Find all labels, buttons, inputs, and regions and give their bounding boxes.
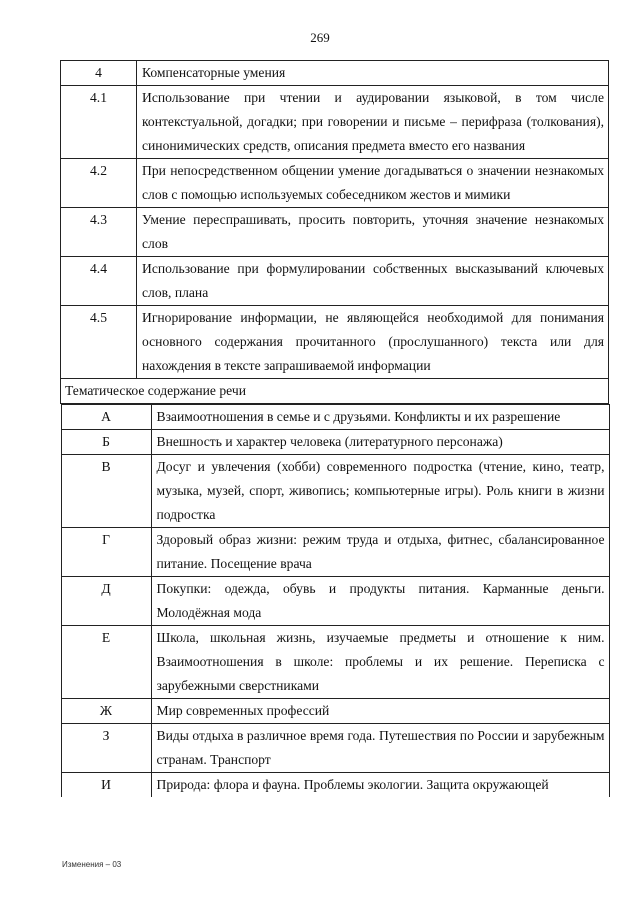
table-row <box>61 61 609 86</box>
row-letter: Ж <box>61 699 151 724</box>
row-text: При непосредственном общении умение догадываться о значении незнакомых слов с помощью используемых собеседником жестов и мимики <box>137 159 609 208</box>
row-letter: И <box>61 773 151 798</box>
table-row <box>61 577 609 626</box>
table-row <box>61 430 609 455</box>
row-letter: А <box>61 405 151 430</box>
row-letter: Б <box>61 430 151 455</box>
row-letter: Г <box>61 528 151 577</box>
row-number: 4.3 <box>61 208 137 257</box>
row-number: 4.1 <box>61 86 137 159</box>
row-letter: Д <box>61 577 151 626</box>
table-row <box>61 306 609 379</box>
row-text: Использование при формулировании собственных высказываний ключевых слов, плана <box>137 257 609 306</box>
row-text: Компенсаторные умения <box>137 61 609 86</box>
content-table <box>60 60 609 797</box>
row-text: Здоровый образ жизни: режим труда и отдыха, фитнес, сбалансированное питание. Посещение врача <box>151 528 609 577</box>
row-text: Мир современных профессий <box>151 699 609 724</box>
row-number: 4.5 <box>61 306 137 379</box>
topics-table <box>61 404 610 797</box>
sub-table-row <box>61 404 609 798</box>
row-text: Школа, школьная жизнь, изучаемые предметы и отношение к ним. Взаимоотношения в школе: проблемы и их решение. Переписка с зарубежными сверстниками <box>151 626 609 699</box>
row-text: Игнорирование информации, не являющейся необходимой для понимания основного содержания прочитанного (прослушанного) текста или для нахождения в тексте запрашиваемой информации <box>137 306 609 379</box>
row-text: Виды отдыха в различное время года. Путешествия по России и зарубежным странам. Транспорт <box>151 724 609 773</box>
row-text: Умение переспрашивать, просить повторить, уточняя значение незнакомых слов <box>137 208 609 257</box>
table-row <box>61 455 609 528</box>
row-text: Использование при чтении и аудировании языковой, в том числе контекстуальной, догадки; при говорении и письме – перифраза (толкования), синонимических средств, описания предмета вместо его названия <box>137 86 609 159</box>
row-letter: Е <box>61 626 151 699</box>
row-text: Внешность и характер человека (литературного персонажа) <box>151 430 609 455</box>
table-row <box>61 773 609 798</box>
table-row <box>61 405 609 430</box>
row-letter: З <box>61 724 151 773</box>
table-row <box>61 159 609 208</box>
section-title: Тематическое содержание речи <box>61 379 609 404</box>
row-text: Взаимоотношения в семье и с друзьями. Конфликты и их разрешение <box>151 405 609 430</box>
footer-revision: Изменения – 03 <box>62 860 122 869</box>
table-row <box>61 724 609 773</box>
row-text: Покупки: одежда, обувь и продукты питания. Карманные деньги. Молодёжная мода <box>151 577 609 626</box>
row-letter: В <box>61 455 151 528</box>
page-number: 269 <box>310 30 330 45</box>
table-row <box>61 528 609 577</box>
table-row <box>61 257 609 306</box>
table-row <box>61 626 609 699</box>
row-number: 4.4 <box>61 257 137 306</box>
row-text: Природа: флора и фауна. Проблемы экологии. Защита окружающей <box>151 773 609 798</box>
row-text: Досуг и увлечения (хобби) современного подростка (чтение, кино, театр, музыка, музей, спорт, живопись; компьютерные игры). Роль книги в жизни подростка <box>151 455 609 528</box>
section-header-row <box>61 379 609 404</box>
table-row <box>61 208 609 257</box>
row-number: 4 <box>61 61 137 86</box>
table-row <box>61 699 609 724</box>
row-number: 4.2 <box>61 159 137 208</box>
table-row <box>61 86 609 159</box>
